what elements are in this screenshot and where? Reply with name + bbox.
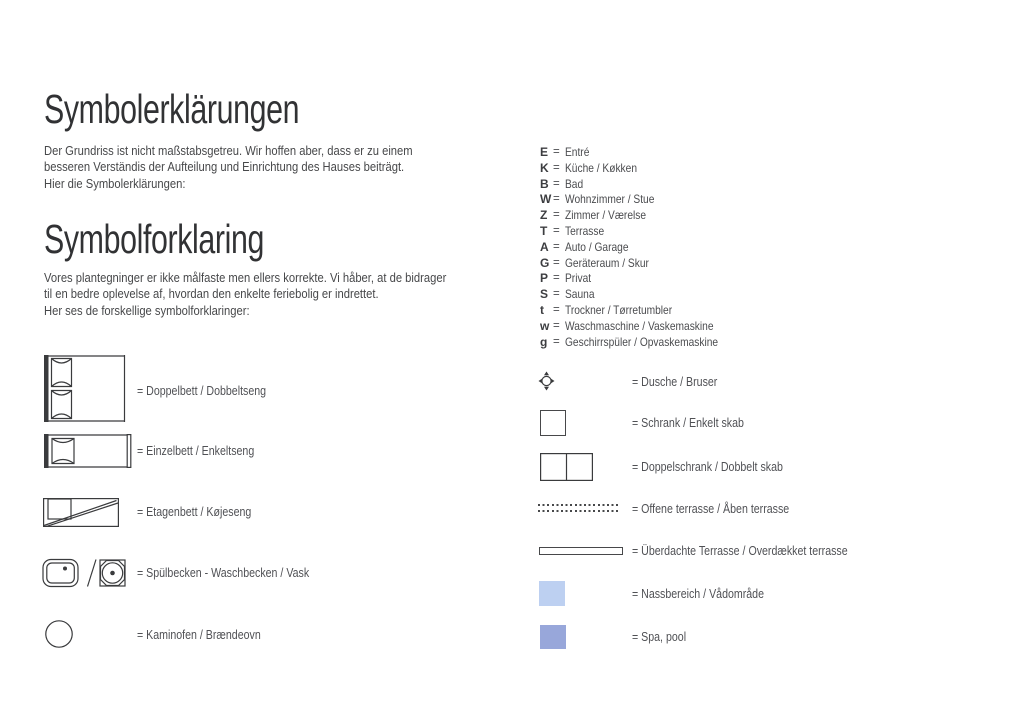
double-cabinet-icon (540, 453, 593, 481)
code-row (540, 145, 745, 161)
code-letter: P (540, 271, 549, 286)
double-cabinet-label: = Doppelschrank / Dobbelt skab (632, 460, 783, 474)
code-row (540, 256, 745, 272)
shower-icon (537, 371, 556, 391)
code-row (540, 271, 745, 287)
shower-label: = Dusche / Bruser (632, 375, 718, 389)
open-terrace-label: = Offene terrasse / Åben terrasse (632, 502, 790, 516)
code-text: Geschirrspüler / Opvaskemaskine (565, 334, 719, 349)
code-letter: B (540, 176, 549, 191)
code-row (540, 319, 745, 335)
danish-line: til en bedre oplevelse af, hvordan den enkelte feriebolig er indrettet. (44, 286, 379, 302)
code-text: Entré (565, 145, 590, 159)
code-text: Küche / Køkken (565, 160, 638, 175)
wet-area-label: = Nassbereich / Vådområde (632, 587, 765, 601)
danish-title-text: Symbolforklaring (44, 216, 265, 262)
equals-sign: = (553, 224, 560, 237)
code-letter: w (540, 318, 550, 333)
code-letter: A (540, 239, 549, 254)
bunk-bed-label: = Etagenbett / Køjeseng (137, 505, 252, 519)
german-line: Der Grundriss ist nicht maßstabsgetreu. Wir hoffen aber, dass er zu einem (44, 143, 413, 158)
german-title-text: Symbolerklärungen (44, 86, 300, 132)
code-row (540, 192, 745, 208)
code-row (540, 161, 745, 177)
code-letter: G (540, 255, 550, 270)
code-letter: E (540, 145, 549, 159)
single-cabinet-label: = Schrank / Enkelt skab (632, 416, 744, 430)
code-text: Geräteraum / Skur (565, 255, 649, 270)
code-letter: Z (540, 208, 548, 223)
equals-sign: = (553, 303, 560, 316)
code-text: Auto / Garage (565, 239, 629, 254)
sink-washbasin-label: = Spülbecken - Waschbecken / Vask (137, 566, 310, 580)
code-row (540, 224, 745, 240)
german-line: Hier die Symbolerklärungen: (44, 175, 186, 191)
open-terrace-icon (538, 504, 621, 506)
code-letter: K (540, 160, 549, 175)
equals-sign: = (553, 209, 560, 222)
equals-sign: = (553, 288, 560, 301)
code-text: Privat (565, 271, 592, 286)
wet-area-swatch (539, 581, 565, 606)
code-text: Sauna (565, 287, 595, 302)
danish-line: Her ses de forskellige symbolforklaringer: (44, 302, 250, 318)
danish-title (44, 216, 341, 262)
code-letter: W (540, 192, 552, 207)
code-text: Bad (565, 176, 584, 191)
open-terrace-icon (538, 510, 621, 512)
german-title (44, 86, 389, 132)
double-bed-label: = Doppelbett / Dobbeltseng (137, 384, 267, 398)
room-code-list (540, 145, 745, 350)
equals-sign: = (553, 193, 560, 206)
equals-sign: = (553, 240, 560, 253)
equals-sign: = (553, 177, 560, 190)
sink-washbasin-icon (42, 558, 126, 588)
danish-paragraph (44, 270, 517, 319)
danish-line: Vores plantegninger er ikke målfaste men ellers korrekte. Vi håber, at de bidrager (44, 270, 447, 285)
single-bed-icon (44, 434, 132, 468)
code-row (540, 208, 745, 224)
spa-pool-label: = Spa, pool (632, 630, 687, 644)
equals-sign: = (553, 161, 560, 174)
code-text: Terrasse (565, 223, 605, 238)
code-letter: t (540, 302, 544, 317)
code-row (540, 303, 745, 319)
code-text: Waschmaschine / Vaskemaskine (565, 318, 714, 333)
german-line: besseren Verständis der Aufteilung und Einrichtung des Hauses beiträgt. (44, 159, 405, 175)
german-paragraph (44, 143, 478, 192)
code-letter: S (540, 287, 549, 302)
equals-sign: = (553, 319, 560, 332)
code-letter: T (540, 223, 548, 238)
code-row (540, 335, 745, 351)
single-cabinet-icon (540, 410, 566, 436)
equals-sign: = (553, 335, 560, 348)
single-bed-label: = Einzelbett / Enkeltseng (137, 444, 255, 458)
code-text: Trockner / Tørretumbler (565, 302, 673, 317)
code-row (540, 287, 745, 303)
code-text: Zimmer / Værelse (565, 208, 647, 223)
wood-stove-label: = Kaminofen / Brændeovn (137, 628, 261, 642)
equals-sign: = (553, 256, 560, 269)
code-row (540, 240, 745, 256)
spa-pool-swatch (540, 625, 566, 649)
code-text: Wohnzimmer / Stue (565, 192, 655, 207)
covered-terrace-icon (539, 547, 623, 555)
double-bed-icon (44, 355, 128, 422)
code-letter: g (540, 334, 548, 349)
covered-terrace-label: = Überdachte Terrasse / Overdækket terrasse (632, 544, 848, 558)
bunk-bed-icon (43, 498, 119, 527)
equals-sign: = (553, 146, 560, 158)
code-row (540, 177, 745, 193)
equals-sign: = (553, 272, 560, 285)
wood-stove-icon (44, 619, 74, 649)
